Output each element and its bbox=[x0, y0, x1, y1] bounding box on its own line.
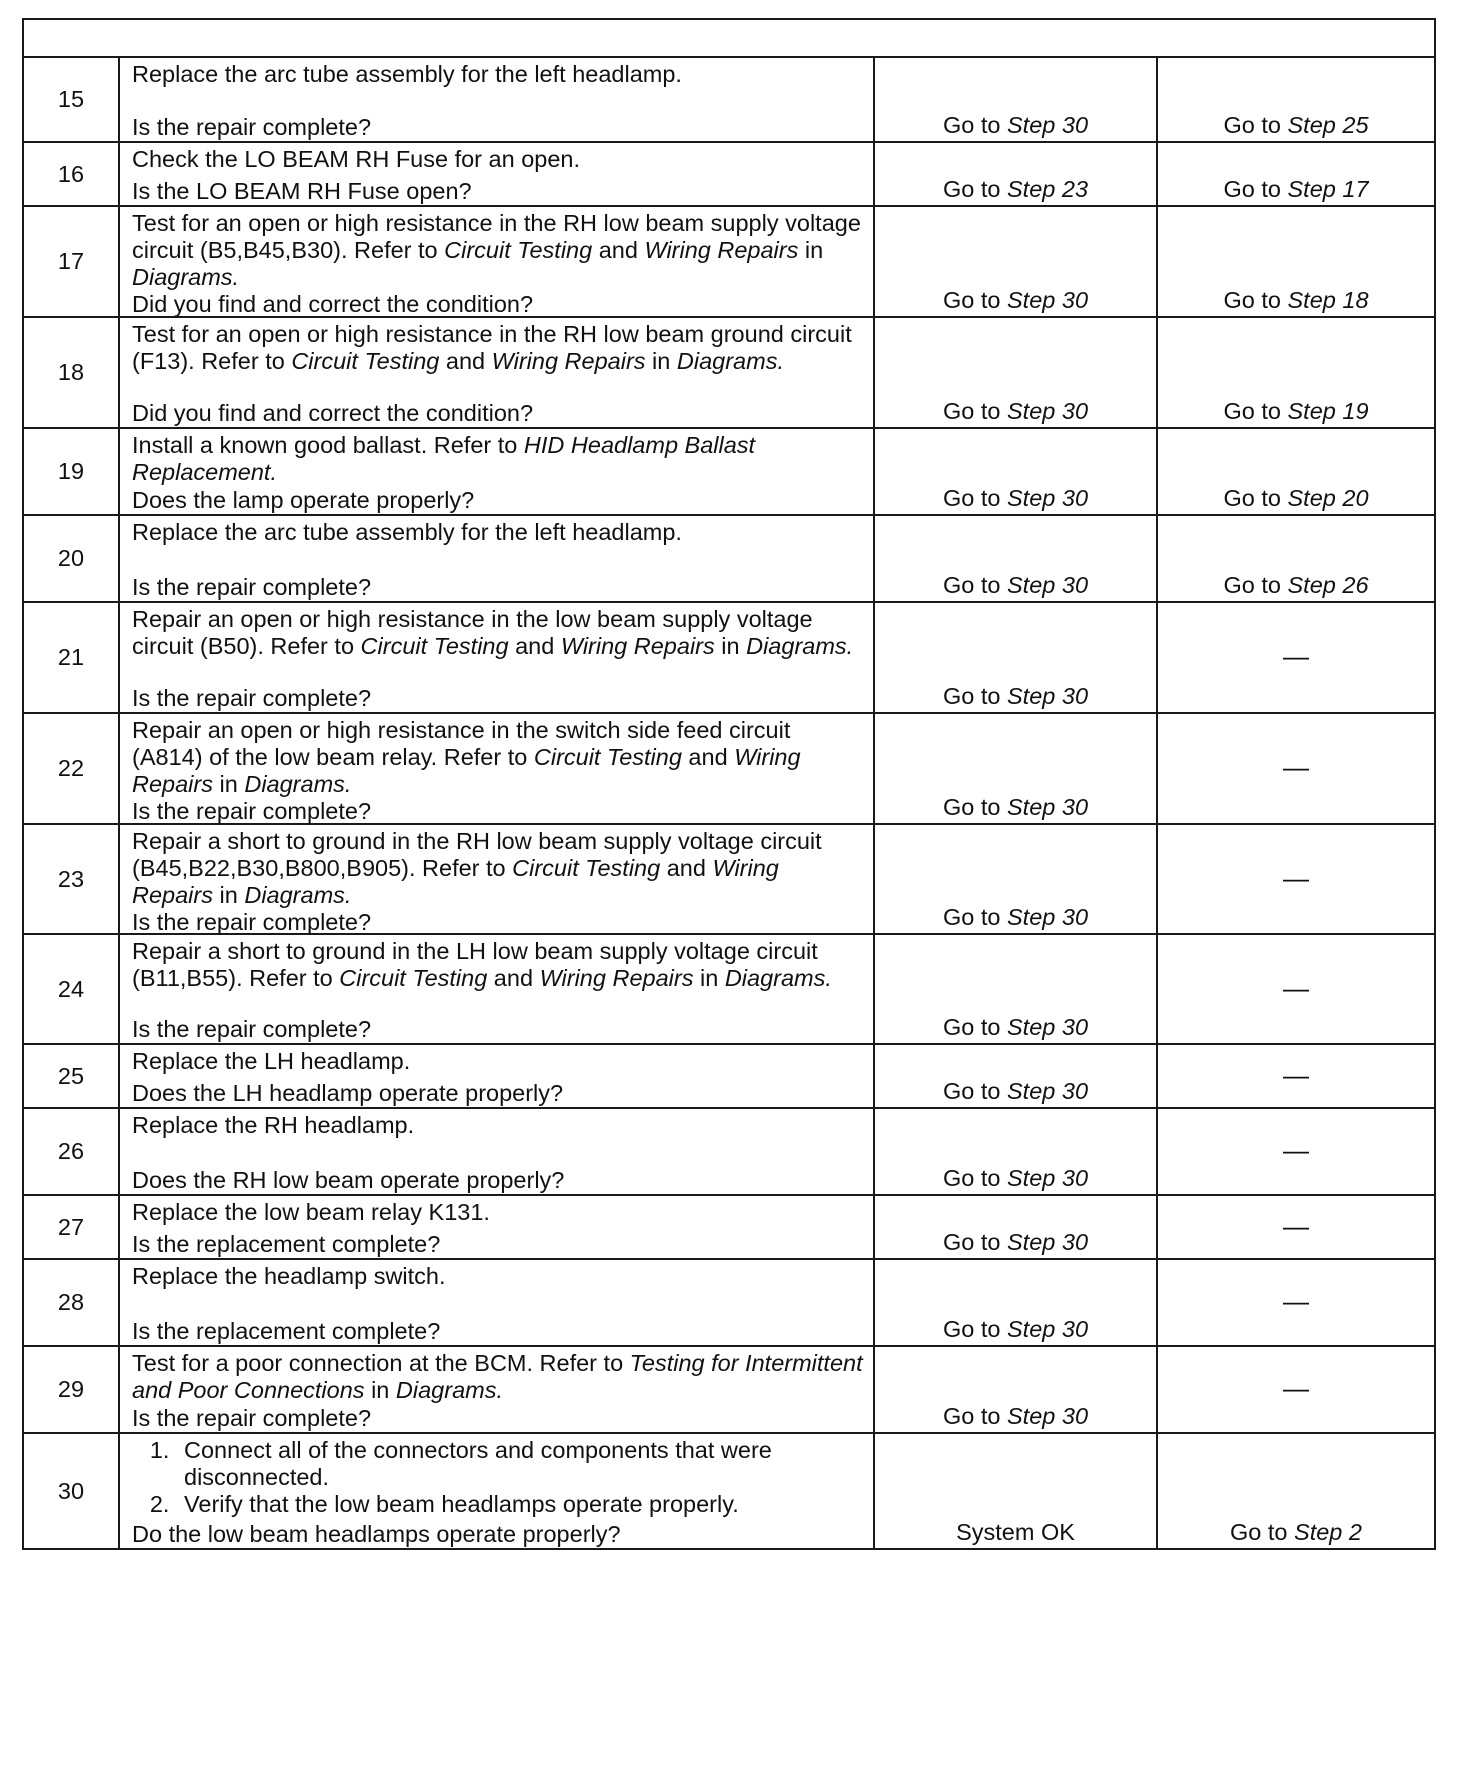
yes-result-prefix: Go to bbox=[942, 398, 1007, 424]
action-content bbox=[132, 321, 863, 427]
question-text: Is the replacement complete? bbox=[132, 1318, 441, 1344]
question-text: Is the LO BEAM RH Fuse open? bbox=[132, 178, 472, 204]
action-text-fragment: Repair a short to ground in the RH low beam supply voltage circuit (B45,B22,B30,B800,B905). Refer to bbox=[132, 828, 822, 881]
no-result-prefix: Go to bbox=[1223, 112, 1288, 138]
no-result-prefix: Go to bbox=[1230, 1519, 1295, 1545]
step-number: 24 bbox=[23, 934, 119, 1044]
action-cell bbox=[119, 142, 874, 206]
question-text: Is the repair complete? bbox=[132, 685, 372, 711]
question-text: Did you find and correct the condition? bbox=[132, 291, 534, 317]
sub-steps-list bbox=[132, 1437, 863, 1518]
action-cell bbox=[119, 1108, 874, 1195]
yes-result bbox=[874, 1044, 1157, 1108]
yes-result-prefix: Go to bbox=[942, 683, 1007, 709]
action-cell bbox=[119, 428, 874, 515]
yes-result-text: System OK bbox=[956, 1519, 1075, 1545]
yes-result bbox=[874, 317, 1157, 428]
table-row bbox=[23, 1108, 1435, 1195]
action-content bbox=[132, 146, 863, 205]
reference-title: HID Headlamp Ballast Replacement. bbox=[132, 432, 756, 485]
step-number: 20 bbox=[23, 515, 119, 602]
action-text-fragment: in bbox=[798, 237, 824, 263]
no-result bbox=[1157, 206, 1435, 317]
action-content bbox=[132, 432, 863, 514]
yes-result bbox=[874, 1108, 1157, 1195]
no-result: — bbox=[1157, 1259, 1435, 1346]
reference-title: Diagrams. bbox=[244, 771, 352, 797]
reference-title: Circuit Testing bbox=[360, 633, 509, 659]
reference-title: Diagrams. bbox=[724, 965, 832, 991]
yes-result-prefix: Go to bbox=[942, 1316, 1007, 1342]
action-cell bbox=[119, 824, 874, 934]
table-row bbox=[23, 142, 1435, 206]
action-cell bbox=[119, 515, 874, 602]
action-content bbox=[132, 1112, 863, 1194]
no-result-prefix: Go to bbox=[1223, 176, 1288, 202]
action-text: Replace the low beam relay K131. bbox=[132, 1199, 490, 1225]
step-number: 16 bbox=[23, 142, 119, 206]
question-text: Did you find and correct the condition? bbox=[132, 400, 534, 426]
action-text-fragment: and bbox=[660, 855, 713, 881]
yes-result-step-ref: Step 30 bbox=[1007, 1403, 1089, 1429]
no-result-step-ref: Step 19 bbox=[1287, 398, 1369, 424]
no-result-step-ref: Step 26 bbox=[1287, 572, 1369, 598]
table-row bbox=[23, 1433, 1435, 1549]
yes-result-step-ref: Step 30 bbox=[1007, 1229, 1089, 1255]
yes-result-step-ref: Step 30 bbox=[1007, 1316, 1089, 1342]
yes-result-step-ref: Step 30 bbox=[1007, 572, 1089, 598]
no-result-step-ref: Step 20 bbox=[1287, 485, 1369, 511]
reference-title: Wiring Repairs bbox=[539, 965, 694, 991]
yes-result-step-ref: Step 30 bbox=[1007, 287, 1089, 313]
step-number: 29 bbox=[23, 1346, 119, 1433]
action-cell bbox=[119, 1346, 874, 1433]
action-text bbox=[132, 432, 863, 486]
yes-result-prefix: Go to bbox=[942, 1078, 1007, 1104]
yes-result bbox=[874, 1259, 1157, 1346]
table-row bbox=[23, 428, 1435, 515]
action-text: Check the LO BEAM RH Fuse for an open. bbox=[132, 146, 581, 172]
action-text-fragment: Test for an open or high resistance in the RH low beam ground circuit (F13). Refer to bbox=[132, 321, 852, 374]
yes-result bbox=[874, 57, 1157, 142]
step-number: 28 bbox=[23, 1259, 119, 1346]
action-text bbox=[132, 828, 863, 909]
yes-result bbox=[874, 142, 1157, 206]
reference-title: Wiring Repairs bbox=[132, 855, 779, 908]
yes-result bbox=[874, 824, 1157, 934]
question-text: Is the replacement complete? bbox=[132, 1231, 441, 1257]
no-result: — bbox=[1157, 1044, 1435, 1108]
no-result-step-ref: Step 2 bbox=[1294, 1519, 1362, 1545]
yes-result-step-ref: Step 30 bbox=[1007, 1165, 1089, 1191]
action-cell bbox=[119, 57, 874, 142]
yes-result-step-ref: Step 30 bbox=[1007, 398, 1089, 424]
no-result-prefix: Go to bbox=[1223, 485, 1288, 511]
yes-result-step-ref: Step 30 bbox=[1007, 683, 1089, 709]
action-text: Replace the arc tube assembly for the left headlamp. bbox=[132, 519, 682, 545]
yes-result bbox=[874, 602, 1157, 713]
sub-step-item: 1. Connect all of the connectors and components that were disconnected. bbox=[176, 1437, 863, 1491]
action-content bbox=[132, 1437, 863, 1548]
action-text bbox=[132, 606, 863, 660]
yes-result-prefix: Go to bbox=[942, 904, 1007, 930]
no-result: — bbox=[1157, 1195, 1435, 1259]
no-result-step-ref: Step 18 bbox=[1287, 287, 1369, 313]
action-cell bbox=[119, 1433, 874, 1549]
action-content bbox=[132, 1350, 863, 1432]
action-content bbox=[132, 717, 863, 823]
table-row bbox=[23, 824, 1435, 934]
yes-result-step-ref: Step 30 bbox=[1007, 112, 1089, 138]
reference-title: Circuit Testing bbox=[533, 744, 682, 770]
action-text bbox=[132, 717, 863, 798]
no-result: — bbox=[1157, 602, 1435, 713]
yes-result-step-ref: Step 30 bbox=[1007, 794, 1089, 820]
reference-title: Wiring Repairs bbox=[644, 237, 799, 263]
action-text: Replace the RH headlamp. bbox=[132, 1112, 415, 1138]
table-row bbox=[23, 1259, 1435, 1346]
no-result-prefix: Go to bbox=[1223, 398, 1288, 424]
action-text-fragment: Repair an open or high resistance in the low beam supply voltage circuit (B50). Refer to bbox=[132, 606, 813, 659]
yes-result-prefix: Go to bbox=[942, 1165, 1007, 1191]
no-result bbox=[1157, 515, 1435, 602]
table-header-row bbox=[23, 19, 1435, 57]
question-text: Is the repair complete? bbox=[132, 574, 372, 600]
action-content bbox=[132, 1263, 863, 1345]
yes-result-prefix: Go to bbox=[942, 1229, 1007, 1255]
reference-title: Circuit Testing bbox=[512, 855, 661, 881]
action-text-fragment: Repair an open or high resistance in the switch side feed circuit (A814) of the low beam relay. Refer to bbox=[132, 717, 791, 770]
action-content bbox=[132, 828, 863, 933]
action-text-fragment: Install a known good ballast. Refer to bbox=[132, 432, 524, 458]
table-row bbox=[23, 1044, 1435, 1108]
yes-result bbox=[874, 428, 1157, 515]
action-text: Replace the LH headlamp. bbox=[132, 1048, 411, 1074]
reference-title: Circuit Testing bbox=[291, 348, 440, 374]
reference-title: Wiring Repairs bbox=[132, 744, 801, 797]
step-number: 15 bbox=[23, 57, 119, 142]
step-number: 19 bbox=[23, 428, 119, 515]
yes-result bbox=[874, 1433, 1157, 1549]
no-result-step-ref: Step 25 bbox=[1287, 112, 1369, 138]
step-number: 22 bbox=[23, 713, 119, 824]
no-result-step-ref: Step 17 bbox=[1287, 176, 1369, 202]
no-result bbox=[1157, 428, 1435, 515]
action-text bbox=[132, 321, 863, 375]
reference-title: Diagrams. bbox=[132, 264, 240, 290]
reference-title: Diagrams. bbox=[676, 348, 784, 374]
action-cell bbox=[119, 1195, 874, 1259]
reference-title: Diagrams. bbox=[395, 1377, 503, 1403]
action-text bbox=[132, 210, 863, 291]
table-row bbox=[23, 713, 1435, 824]
action-text bbox=[132, 938, 863, 992]
yes-result-step-ref: Step 30 bbox=[1007, 485, 1089, 511]
step-number: 30 bbox=[23, 1433, 119, 1549]
yes-result-prefix: Go to bbox=[942, 1403, 1007, 1429]
step-number: 27 bbox=[23, 1195, 119, 1259]
action-text bbox=[132, 1350, 863, 1404]
no-result: — bbox=[1157, 1108, 1435, 1195]
action-cell bbox=[119, 934, 874, 1044]
yes-result-step-ref: Step 23 bbox=[1007, 176, 1089, 202]
reference-title: Diagrams. bbox=[244, 882, 352, 908]
reference-title: Diagrams. bbox=[746, 633, 854, 659]
step-number: 17 bbox=[23, 206, 119, 317]
table-row bbox=[23, 934, 1435, 1044]
yes-result-step-ref: Step 30 bbox=[1007, 904, 1089, 930]
step-number: 18 bbox=[23, 317, 119, 428]
question-text: Is the repair complete? bbox=[132, 798, 372, 824]
action-content bbox=[132, 1048, 863, 1107]
reference-title: Circuit Testing bbox=[444, 237, 593, 263]
question-text: Does the RH low beam operate properly? bbox=[132, 1167, 565, 1193]
yes-result-prefix: Go to bbox=[942, 176, 1007, 202]
step-number: 21 bbox=[23, 602, 119, 713]
reference-title: Circuit Testing bbox=[339, 965, 488, 991]
action-text-fragment: in bbox=[714, 633, 747, 659]
step-number: 23 bbox=[23, 824, 119, 934]
no-result bbox=[1157, 142, 1435, 206]
action-content bbox=[132, 938, 863, 1043]
no-result bbox=[1157, 57, 1435, 142]
no-result-prefix: Go to bbox=[1223, 572, 1288, 598]
step-number: 26 bbox=[23, 1108, 119, 1195]
action-text-fragment: in bbox=[364, 1377, 396, 1403]
table-row bbox=[23, 1346, 1435, 1433]
question-text: Does the lamp operate properly? bbox=[132, 487, 475, 513]
action-text-fragment: Test for a poor connection at the BCM. Refer to bbox=[132, 1350, 630, 1376]
question-text: Do the low beam headlamps operate properly? bbox=[132, 1521, 621, 1547]
yes-result-prefix: Go to bbox=[942, 572, 1007, 598]
reference-title: Testing for Intermittent and Poor Connections bbox=[132, 1350, 863, 1403]
question-text: Is the repair complete? bbox=[132, 1405, 372, 1431]
yes-result-step-ref: Step 30 bbox=[1007, 1014, 1089, 1040]
action-text-fragment: and bbox=[439, 348, 492, 374]
action-text-fragment: Repair a short to ground in the LH low beam supply voltage circuit (B11,B55). Refer to bbox=[132, 938, 818, 991]
action-cell bbox=[119, 602, 874, 713]
no-result: — bbox=[1157, 1346, 1435, 1433]
yes-result bbox=[874, 1195, 1157, 1259]
table-body bbox=[23, 19, 1435, 1549]
table-header-cell bbox=[23, 19, 1435, 57]
no-result-prefix: Go to bbox=[1223, 287, 1288, 313]
action-text-fragment: in bbox=[212, 771, 245, 797]
action-cell bbox=[119, 1259, 874, 1346]
table-row bbox=[23, 57, 1435, 142]
table-row bbox=[23, 317, 1435, 428]
no-result: — bbox=[1157, 824, 1435, 934]
action-text-fragment: and bbox=[681, 744, 735, 770]
sub-step-item: 2. Verify that the low beam headlamps operate properly. bbox=[176, 1491, 863, 1518]
action-content bbox=[132, 606, 863, 712]
yes-result bbox=[874, 1346, 1157, 1433]
yes-result-prefix: Go to bbox=[942, 1014, 1007, 1040]
reference-title: Wiring Repairs bbox=[560, 633, 715, 659]
action-cell bbox=[119, 713, 874, 824]
yes-result-prefix: Go to bbox=[942, 112, 1007, 138]
action-text-fragment: Test for an open or high resistance in the RH low beam supply voltage circuit (B5,B45,B30). Refer to bbox=[132, 210, 861, 263]
yes-result bbox=[874, 206, 1157, 317]
action-content bbox=[132, 210, 863, 316]
action-text: Replace the headlamp switch. bbox=[132, 1263, 446, 1289]
no-result: — bbox=[1157, 934, 1435, 1044]
table-row bbox=[23, 515, 1435, 602]
action-text-fragment: and bbox=[508, 633, 561, 659]
no-result bbox=[1157, 1433, 1435, 1549]
yes-result-step-ref: Step 30 bbox=[1007, 1078, 1089, 1104]
action-text-fragment: and bbox=[487, 965, 540, 991]
reference-title: Wiring Repairs bbox=[491, 348, 646, 374]
yes-result-prefix: Go to bbox=[942, 485, 1007, 511]
action-content bbox=[132, 1199, 863, 1258]
question-text: Does the LH headlamp operate properly? bbox=[132, 1080, 564, 1106]
yes-result-prefix: Go to bbox=[942, 794, 1007, 820]
table-row bbox=[23, 206, 1435, 317]
action-cell bbox=[119, 206, 874, 317]
action-content bbox=[132, 61, 863, 141]
action-cell bbox=[119, 317, 874, 428]
action-text: Replace the arc tube assembly for the left headlamp. bbox=[132, 61, 682, 87]
action-content bbox=[132, 519, 863, 601]
table-row bbox=[23, 1195, 1435, 1259]
action-cell bbox=[119, 1044, 874, 1108]
action-text-fragment: and bbox=[592, 237, 645, 263]
action-text-fragment: in bbox=[212, 882, 245, 908]
yes-result bbox=[874, 713, 1157, 824]
table-row bbox=[23, 602, 1435, 713]
yes-result bbox=[874, 934, 1157, 1044]
step-number: 25 bbox=[23, 1044, 119, 1108]
action-text bbox=[132, 1437, 863, 1518]
diagnostic-table bbox=[22, 18, 1436, 1550]
no-result: — bbox=[1157, 713, 1435, 824]
yes-result bbox=[874, 515, 1157, 602]
action-text-fragment: in bbox=[645, 348, 677, 374]
question-text: Is the repair complete? bbox=[132, 114, 372, 140]
action-text-fragment: in bbox=[693, 965, 725, 991]
no-result bbox=[1157, 317, 1435, 428]
question-text: Is the repair complete? bbox=[132, 1016, 372, 1042]
yes-result-prefix: Go to bbox=[942, 287, 1007, 313]
question-text: Is the repair complete? bbox=[132, 909, 372, 935]
